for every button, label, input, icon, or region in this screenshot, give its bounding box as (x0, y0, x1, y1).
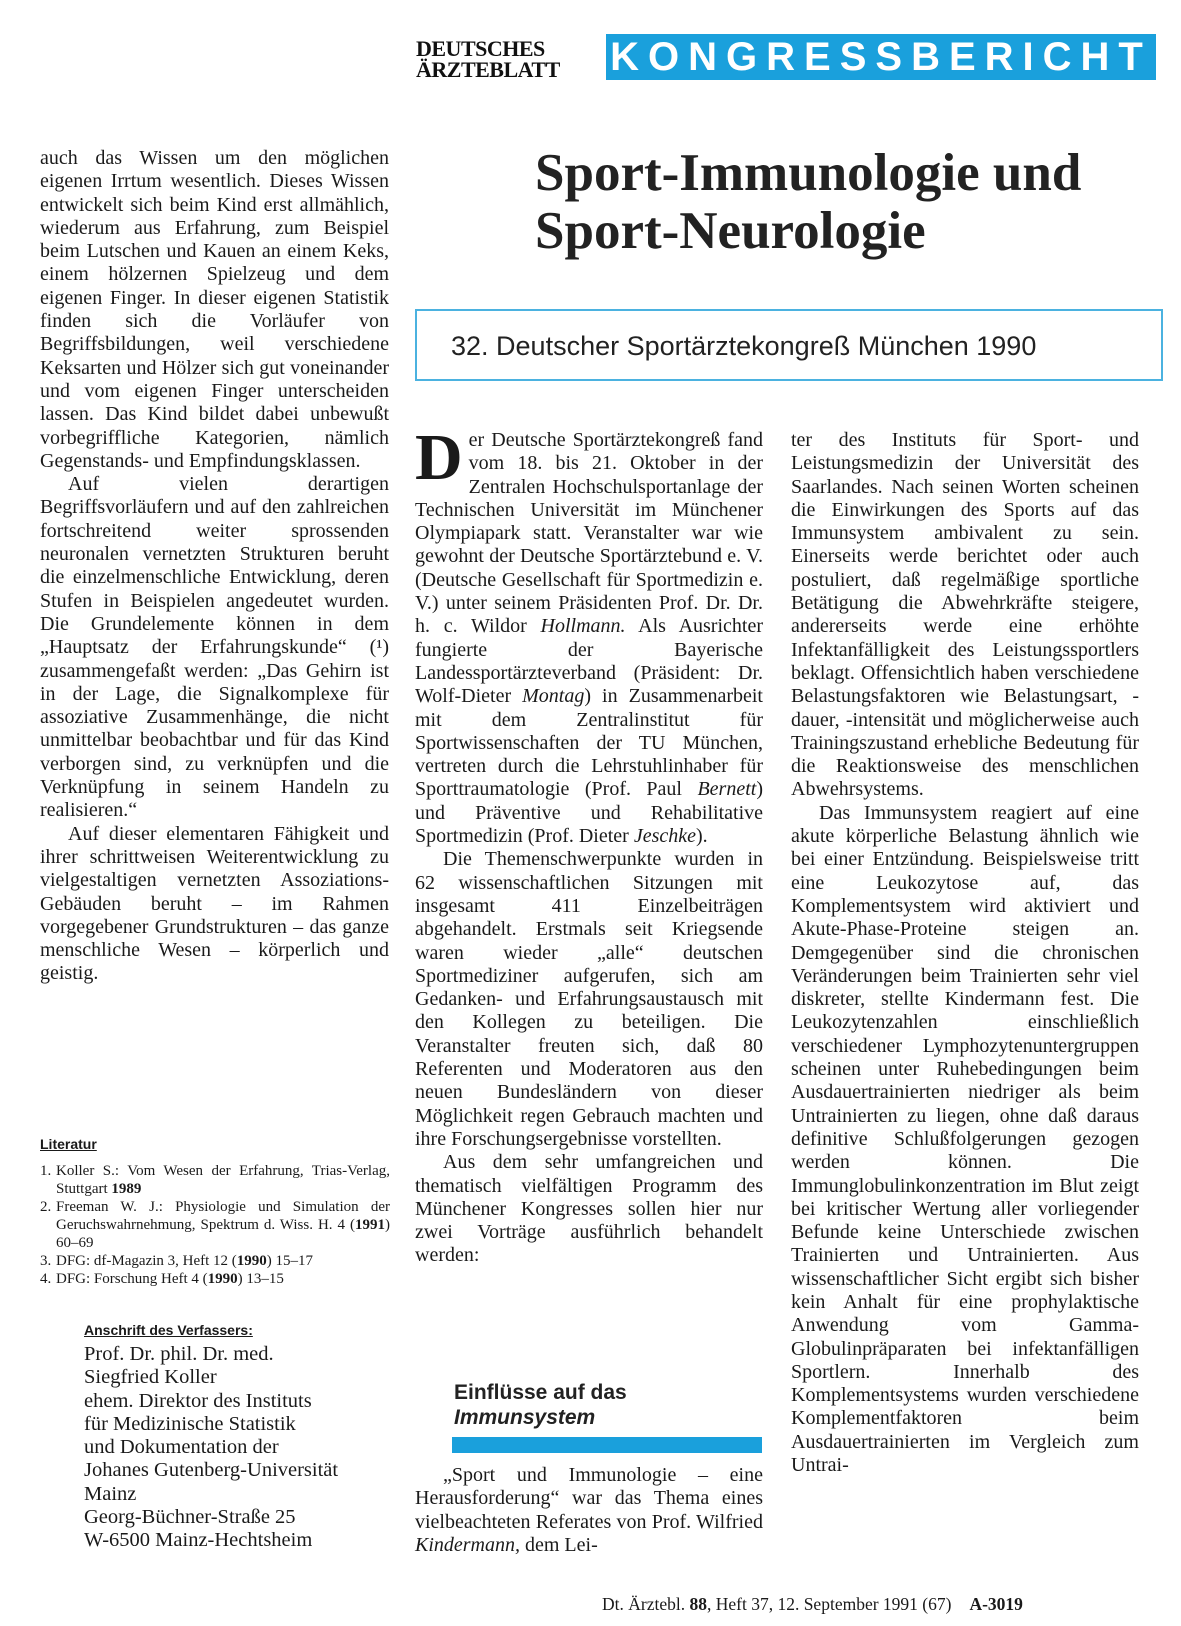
author-address (84, 1343, 414, 1553)
middle-column-continued (415, 1464, 763, 1557)
subheading-accent-bar (452, 1437, 762, 1453)
logo-line-2: ÄRZTEBLATT (416, 57, 560, 82)
address-line: Siegfried Koller (84, 1366, 217, 1389)
left-paragraph-3: Auf dieser elementaren Fähigkeit und ihrer schrittweisen Weiterentwicklung zu vielgestaltigen vernetzten Assoziations-Gebäuden beruht – im Rahmen vorgegebener Grundstrukturen – das ganze menschliche Wesen – körperlich und geistig. (40, 822, 389, 985)
page-number: A-3019 (969, 1594, 1023, 1614)
article-title (535, 144, 1155, 260)
middle-paragraph-3: Aus dem sehr umfangreichen und thematisch vielfältigen Programm des Münchener Kongresses sollen hier nur zwei Vorträge ausführlich behandelt werden: (415, 1151, 763, 1267)
title-line-1: Sport-Immunologie und (535, 144, 1082, 202)
address-line: Mainz (84, 1482, 137, 1505)
article-subtitle: 32. Deutscher Sportärztekongreß München 1990 (415, 309, 1163, 381)
section-subheading (454, 1380, 754, 1430)
address-line: für Medizinische Statistik (84, 1412, 296, 1435)
literature-item: 2. Freeman W. J.: Physiologie und Simulation der Geruchswahrnehmung, Spektrum d. Wiss. H. 4 (1991) 60–69 (40, 1199, 390, 1251)
section-banner: KONGRESSBERICHT (606, 34, 1156, 80)
journal-logo (416, 38, 586, 80)
left-paragraph-2: Auf vielen derartigen Begriffsvorläufern und auf den zahlreichen fortschreitend weiter sprossenden neuronalen vernetzten Strukturen beruht die einzelmenschliche Entwicklung, deren Stufen in Beispielen angedeutet wurden. Die Grundelemente können in dem „Hauptsatz der Erfahrungskunde“ (¹) zusammengefaßt werden: „Das Gehirn ist in der Lage, die Signalkomplexe für assoziative Zusammenhänge, die nicht unmittelbar beobachtbar und für das Kind verborgen sind, zu verknüpfen und die Verknüpfung in seinem Handeln zu realisieren.“ (40, 473, 389, 822)
literature-heading: Literatur (40, 1136, 97, 1152)
middle-column (415, 421, 763, 1268)
drop-cap: D (415, 421, 463, 494)
address-line: Johanes Gutenberg-Universität (84, 1459, 339, 1482)
volume-number: 88 (689, 1594, 707, 1614)
address-line: W-6500 Mainz-Hechtsheim (84, 1529, 313, 1552)
address-line: ehem. Direktor des Instituts (84, 1389, 312, 1412)
address-line: Prof. Dr. phil. Dr. med. (84, 1343, 274, 1365)
middle-paragraph-1: Der Deutsche Sportärztekongreß fand vom 18. bis 21. Oktober in der Zentralen Hochschulsportanlage der Technischen Universität im Münchener Olympiapark statt. Veranstalter war wie gewohnt der Deutsche Sportärztebund e. V. (Deutsche Gesellschaft für Sportmedizin e. V.) unter seinem Präsidenten Prof. Dr. Dr. h. c. Wildor Hollmann. Als Ausrichter fungierte der Bayerische Landessportärzteverband (Präsident: Dr. Wolf-Dieter Montag) in Zusammenarbeit mit dem Zentralinstitut für Sportwissenschaften der TU München, vertreten durch die Lehrstuhlinhaber für Sporttraumatologie (Prof. Paul Bernett) und Präventive und Rehabilitative Sportmedizin (Prof. Dieter Jeschke). (415, 421, 763, 848)
author-address-heading: Anschrift des Verfassers: (84, 1322, 253, 1338)
middle-paragraph-4: „Sport und Immunologie – eine Herausforderung“ war das Thema eines vielbeachteten Referates von Prof. Wilfried Kindermann, dem Lei- (415, 1464, 763, 1556)
left-column (40, 147, 389, 986)
subheading-line-1: Einflüsse auf das (454, 1381, 627, 1404)
address-line: und Dokumentation der (84, 1436, 279, 1459)
literature-list (40, 1162, 390, 1288)
middle-paragraph-2: Die Themenschwerpunkte wurden in 62 wissenschaftlichen Sitzungen mit insgesamt 411 Einzelbeiträgen abgehandelt. Erstmals seit Kriegsende waren wieder „alle“ deutschen Sportmediziner aufgerufen, sich am Gedanken- und Erfahrungsaustausch mit den Kollegen zu beteiligen. Die Veranstalter freuten sich, daß 80 Referenten und Moderatoren aus den neuen Bundesländern von dieser Möglichkeit regen Gebrauch machten und ihre Forschungsergebnisse vorstellten. (415, 848, 763, 1150)
address-line: Georg-Büchner-Straße 25 (84, 1506, 296, 1529)
literature-item: 4. DFG: Forschung Heft 4 (1990) 13–15 (40, 1271, 284, 1287)
subheading-line-2: Immunsystem (454, 1406, 596, 1429)
right-paragraph-1: ter des Instituts für Sport- und Leistungsmedizin der Universität des Saarlandes. Nach seinen Worten scheinen die Einwirkungen des Sports auf das Immunsystem ambivalent zu sein. Einerseits werde berichtet oder auch postuliert, daß regelmäßige sportliche Betätigung die Abwehrkräfte steigere, andererseits werde eine erhöhte Infektanfälligkeit des Leistungssportlers beklagt. Offensichtlich haben verschiedene Belastungsfaktoren wie Belastungsart, -dauer, -intensität und möglicherweise auch Trainingszustand erhebliche Bedeutung für die Reaktionsweise des menschlichen Abwehrsystems. (791, 429, 1139, 801)
page-footer: Dt. Ärztebl. 88, Heft 37, 12. September 1991 (67) A-3019 (602, 1594, 1023, 1614)
right-paragraph-2: Das Immunsystem reagiert auf eine akute körperliche Belastung ähnlich wie bei einer Entzündung. Beispielsweise tritt eine Leukozytose auf, das Komplementsystem wird aktiviert und Akute-Phase-Proteine steigen an. Demgegenüber sind die chronischen Veränderungen beim Trainierten sehr viel diskreter, stellte Kindermann fest. Die Leukozytenzahlen einschließlich verschiedener Lymphozytenuntergruppen scheinen unter Ruhebedingungen beim Ausdauertrainierten niedriger als beim Untrainierten zu liegen, ohne daß daraus definitive Schlußfolgerungen gezogen werden können. Die Immunglobulinkonzentration im Blut zeigt bei kritischer Wertung aller vorliegender Befunde keine Unterschiede zwischen Trainierten und Untrainierten. Aus wissenschaftlicher Sicht ergibt sich bisher kein Anhalt für eine prophylaktische Anwendung vom Gamma-Globulinpräparaten bei infektanfälligen Sportlern. Innerhalb des Komplementsystems wurden verschiedene Komplementfaktoren beim Ausdauertrainierten im Vergleich zum Untrai- (791, 801, 1139, 1477)
right-column (791, 429, 1139, 1477)
literature-item: 3. DFG: df-Magazin 3, Heft 12 (1990) 15–17 (40, 1253, 314, 1269)
literature-item: 1. Koller S.: Vom Wesen der Erfahrung, Trias-Verlag, Stuttgart 1989 (40, 1163, 390, 1197)
logo-line-1: DEUTSCHES (416, 36, 545, 61)
title-line-2: Sport-Neurologie (535, 202, 926, 260)
left-paragraph-1: auch das Wissen um den möglichen eigenen Irrtum wesentlich. Dieses Wissen entwickelt sich beim Kind erst allmählich, wiederum aus Erfahrung, zum Beispiel beim Lutschen und Kauen an einem Keks, einem hölzernen Spielzeug und dem eigenen Finger. In dieser eigenen Statistik finden sich die Vorläufer von Begriffsbildungen, weil verschiedene Keksarten und Hölzer sich gut voneinander und vom eigenen Finger unterscheiden lassen. Das Kind bildet dabei unbewußt vorbegriffliche Kategorien, nämlich Gegenstands- und Empfindungsklassen. (40, 147, 389, 472)
